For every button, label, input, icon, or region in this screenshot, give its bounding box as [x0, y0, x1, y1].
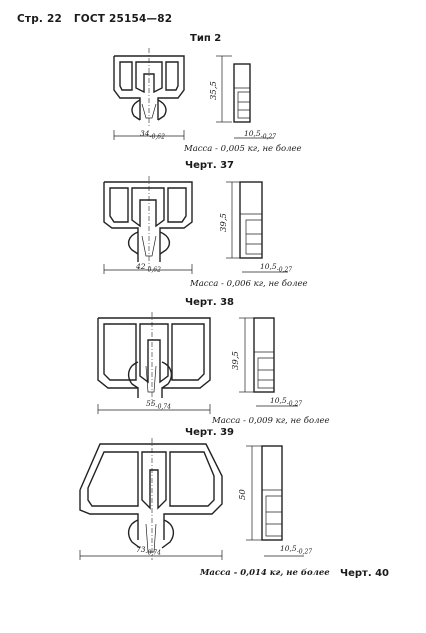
figure-3-width-value: 55 [146, 399, 156, 408]
figure-4-depth-tol: -0,27 [296, 548, 313, 556]
figure-4-width-dim [136, 545, 161, 557]
figure-2-depth-dim [260, 262, 292, 274]
figure-2-depth-tol: -0,27 [276, 266, 293, 274]
figure-2-mass-note: Масса - 0,006 кг, не более [190, 279, 308, 289]
figure-1-title: Тип 2 [190, 33, 222, 44]
figure-1-depth-value: 10,5 [244, 129, 261, 138]
drawing-profile-3 [98, 312, 210, 404]
figure-3-depth-value: 10,5 [270, 396, 287, 405]
drawing-side-1 [234, 64, 250, 122]
figure-2-width-dim [136, 262, 161, 274]
standard-number: ГОСТ 25154—82 [73, 13, 173, 25]
drawing-profile-2 [104, 176, 192, 268]
footer-caption: Черт. 40 [340, 568, 390, 579]
figure-2-height-dim: 39,5 [219, 213, 229, 232]
figure-1-width-dim [140, 129, 165, 141]
dims-4 [80, 446, 304, 560]
figure-1-width-tol: -0,62 [149, 133, 165, 141]
figure-1-width-value: 34 [140, 129, 150, 138]
figure-3-width-tol: -0,74 [155, 403, 171, 411]
figure-2-width-tol: -0,62 [145, 266, 161, 274]
figure-1-mass-note: Масса - 0,005 кг, не более [184, 144, 302, 154]
figure-4-caption: Черт. 39 [185, 427, 235, 438]
drawing-profile-4 [80, 438, 222, 560]
dims-3 [98, 318, 298, 414]
figure-4-height-dim: 50 [238, 489, 248, 500]
drawing-profile-1 [114, 48, 184, 128]
figure-4-width-value: 73 [136, 545, 146, 554]
figure-2-width-value: 42 [136, 262, 146, 271]
page-number: Стр. 22 [17, 13, 62, 25]
figure-4-depth-dim [280, 544, 312, 556]
figure-4-mass-note: Масса - 0,014 кг, не более [200, 568, 330, 578]
figure-3-height-dim: 39,5 [231, 351, 241, 370]
figure-3-caption: Черт. 38 [185, 297, 235, 308]
figure-4-width-tol: -0,74 [145, 549, 161, 557]
drawing-side-4 [262, 446, 282, 540]
figure-3-width-dim [146, 399, 171, 411]
figure-2-caption: Черт. 37 [185, 160, 235, 171]
figure-1-height-dim: 35,5 [209, 81, 219, 100]
figure-4-depth-value: 10,5 [280, 544, 297, 553]
figure-1-depth-tol: -0,27 [260, 133, 277, 141]
figure-3-mass-note: Масса - 0,009 кг, не более [212, 416, 330, 426]
figure-2-depth-value: 10,5 [260, 262, 277, 271]
figure-3-depth-tol: -0,27 [286, 400, 303, 408]
figure-3-depth-dim [270, 396, 302, 408]
figure-1-depth-dim [244, 129, 276, 141]
drawing-side-2 [240, 182, 262, 258]
drawing-side-3 [254, 318, 274, 392]
